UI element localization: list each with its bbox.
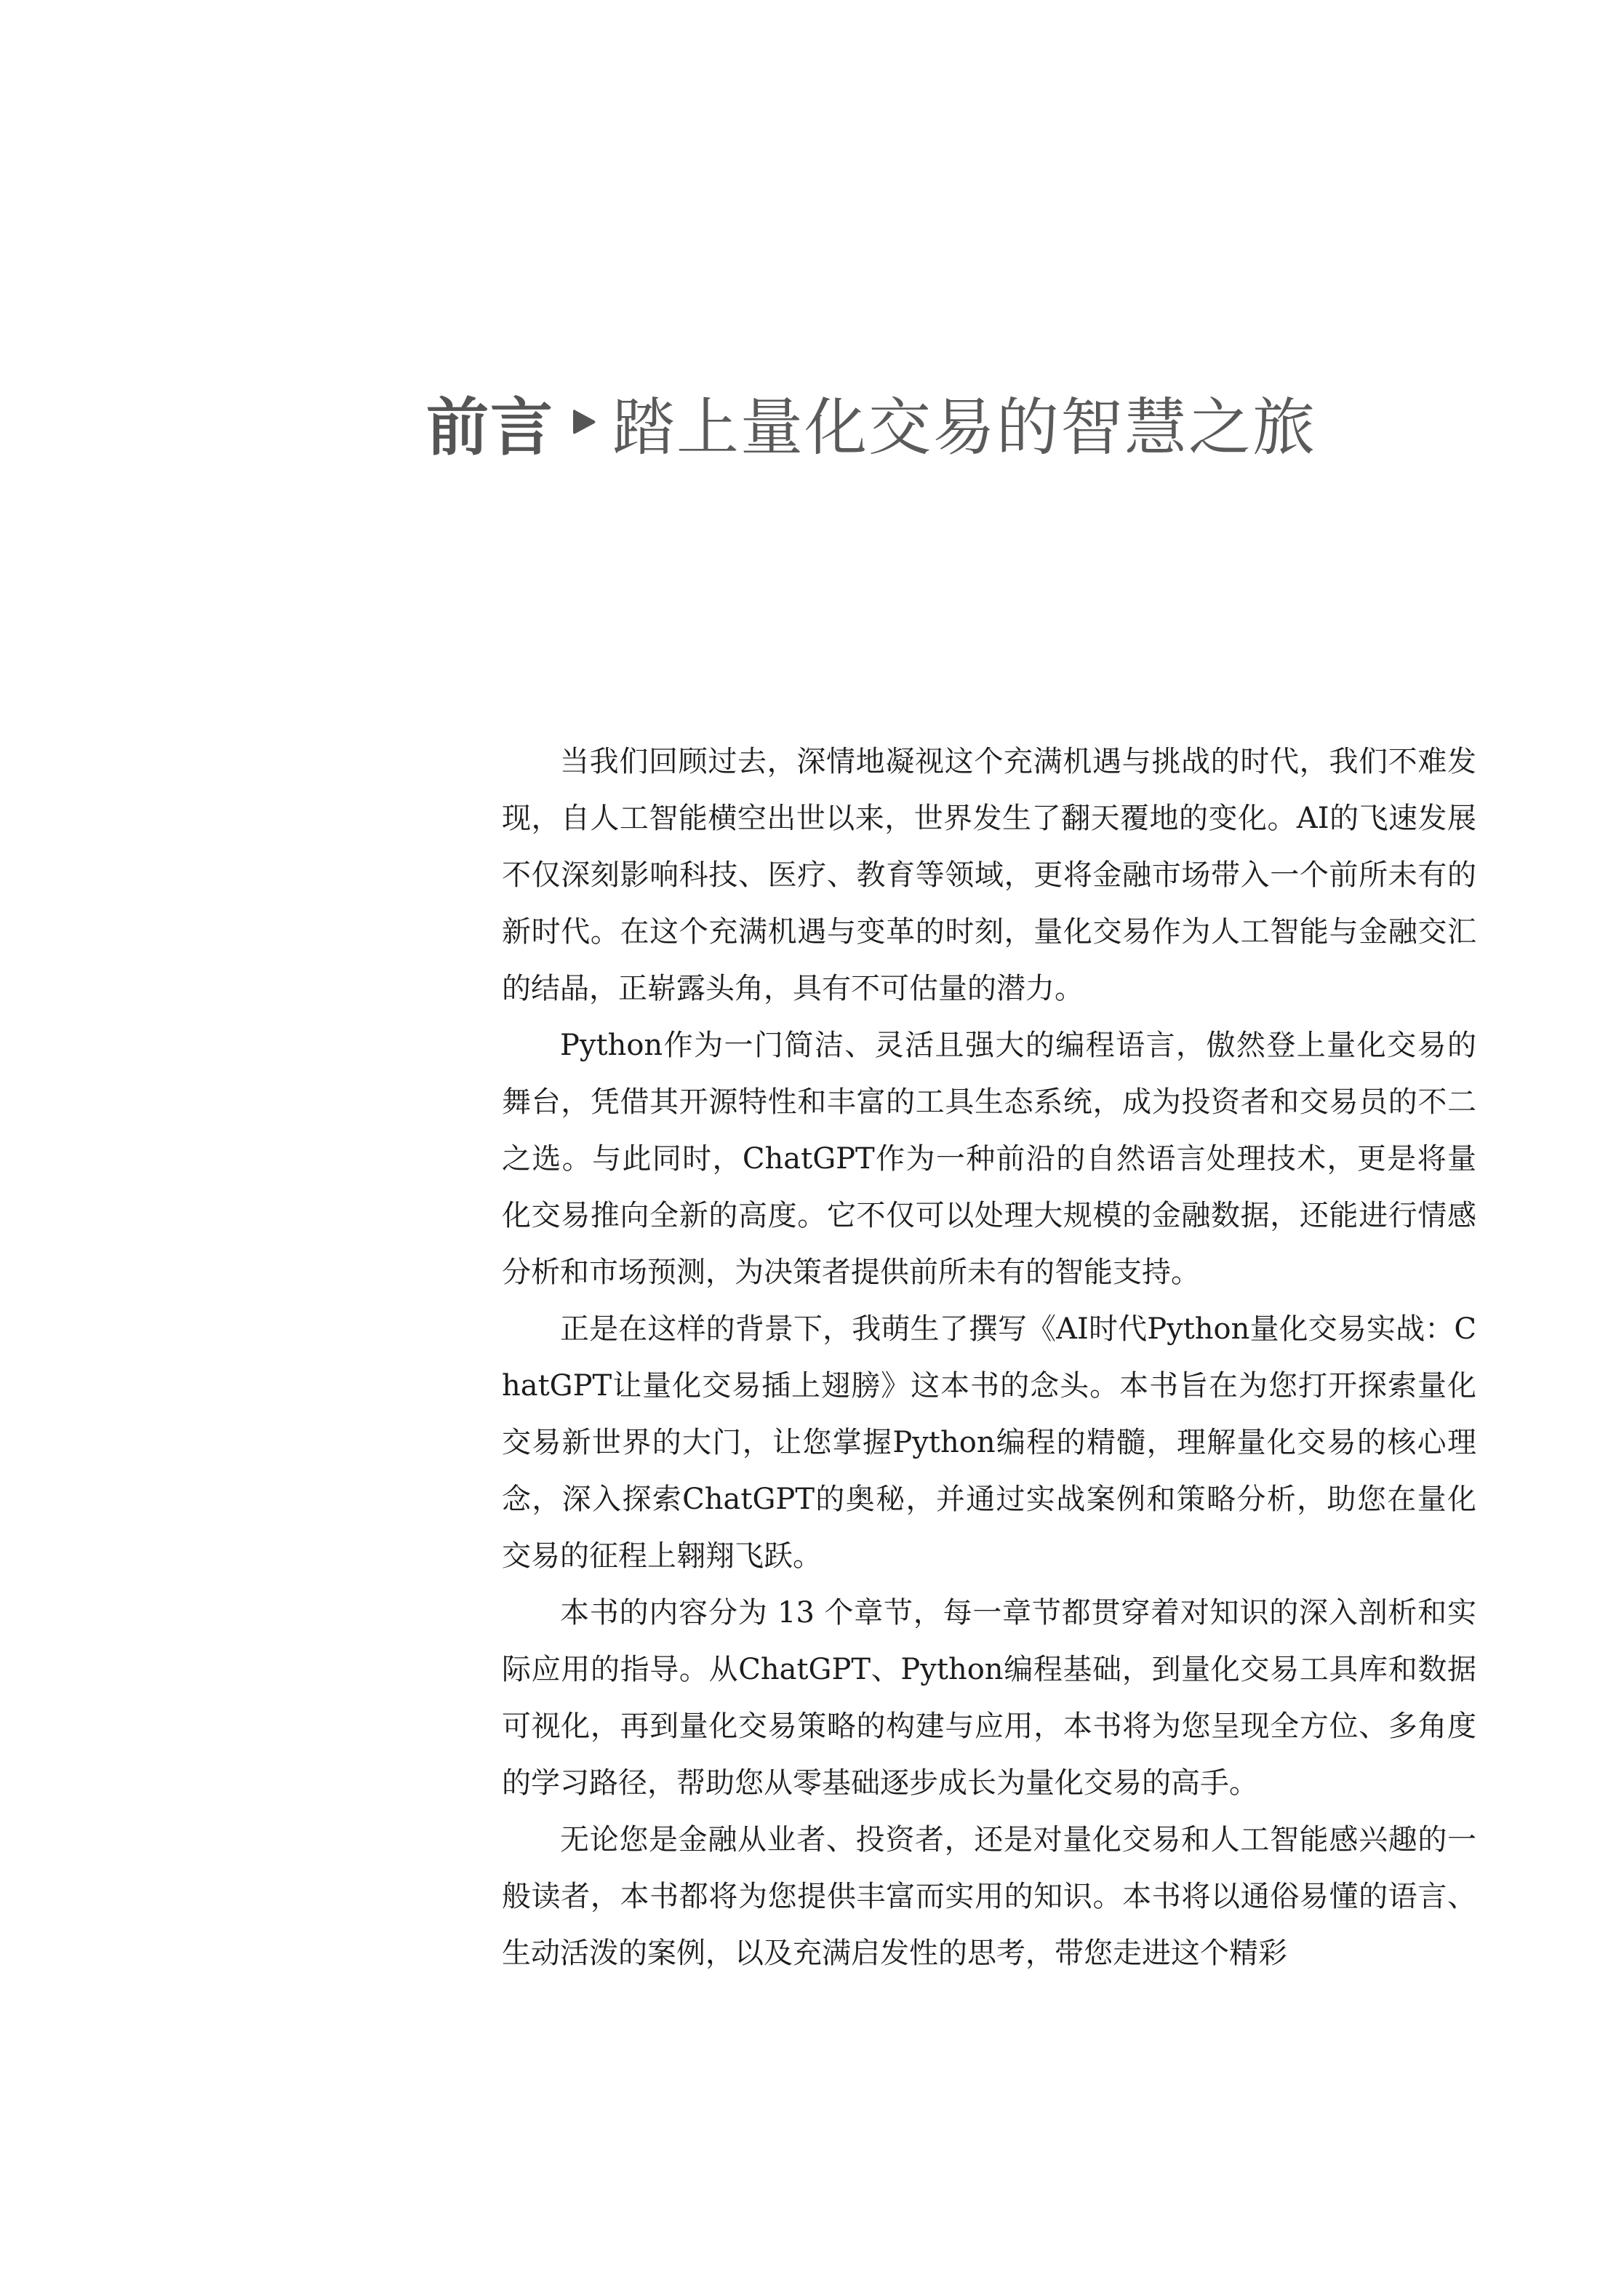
paragraph-4: 本书的内容分为 13 个章节，每一章节都贯穿着对知识的深入剖析和实际应用的指导。从ChatGPT、Python编程基础，到量化交易工具库和数据可视化，再到量化交易策略的构建与应用，本书将为您呈现全方位、多角度的学习路径，帮助您从零基础逐步成长为量化交易的高手。 [502,1596,1476,1800]
paragraph-3: 正是在这样的背景下，我萌生了撰写《AI时代Python量化交易实战：ChatGPT让量化交易插上翅膀》这本书的念头。本书旨在为您打开探索量化交易新世界的大门，让您掌握Python编程的精髓，理解量化交易的核心理念，深入探索ChatGPT的奥秘，并通过实战案例和策略分析，助您在量化交易的征程上翱翔飞跃。 [502,1312,1476,1573]
paragraph-5: 无论您是金融从业者、投资者，还是对量化交易和人工智能感兴趣的一般读者，本书都将为您提供丰富而实用的知识。本书将以通俗易懂的语言、生动活泼的案例，以及充满启发性的思考，带您走进这个精彩 [502,1823,1476,1970]
paragraph-1: 当我们回顾过去，深情地凝视这个充满机遇与挑战的时代，我们不难发现，自人工智能横空出世以来，世界发生了翻天覆地的变化。AI的飞速发展不仅深刻影响科技、医疗、教育等领域，更将金融市场带入一个前所未有的新时代。在这个充满机遇与变革的时刻，量化交易作为人工智能与金融交汇的结晶，正崭露头角，具有不可估量的潜力。 [502,745,1476,1005]
preface-body [502,733,1476,1982]
heading-title: 踏上量化交易的智慧之旅 [612,391,1316,464]
chapter-heading [426,378,1316,466]
play-triangle-icon [572,407,596,436]
heading-label: 前言 [426,391,554,464]
paragraph-2: Python作为一门简洁、灵活且强大的编程语言，傲然登上量化交易的舞台，凭借其开源特性和丰富的工具生态系统，成为投资者和交易员的不二之选。与此同时，ChatGPT作为一种前沿的自然语言处理技术，更是将量化交易推向全新的高度。它不仅可以处理大规模的金融数据，还能进行情感分析和市场预测，为决策者提供前所未有的智能支持。 [502,1029,1476,1289]
